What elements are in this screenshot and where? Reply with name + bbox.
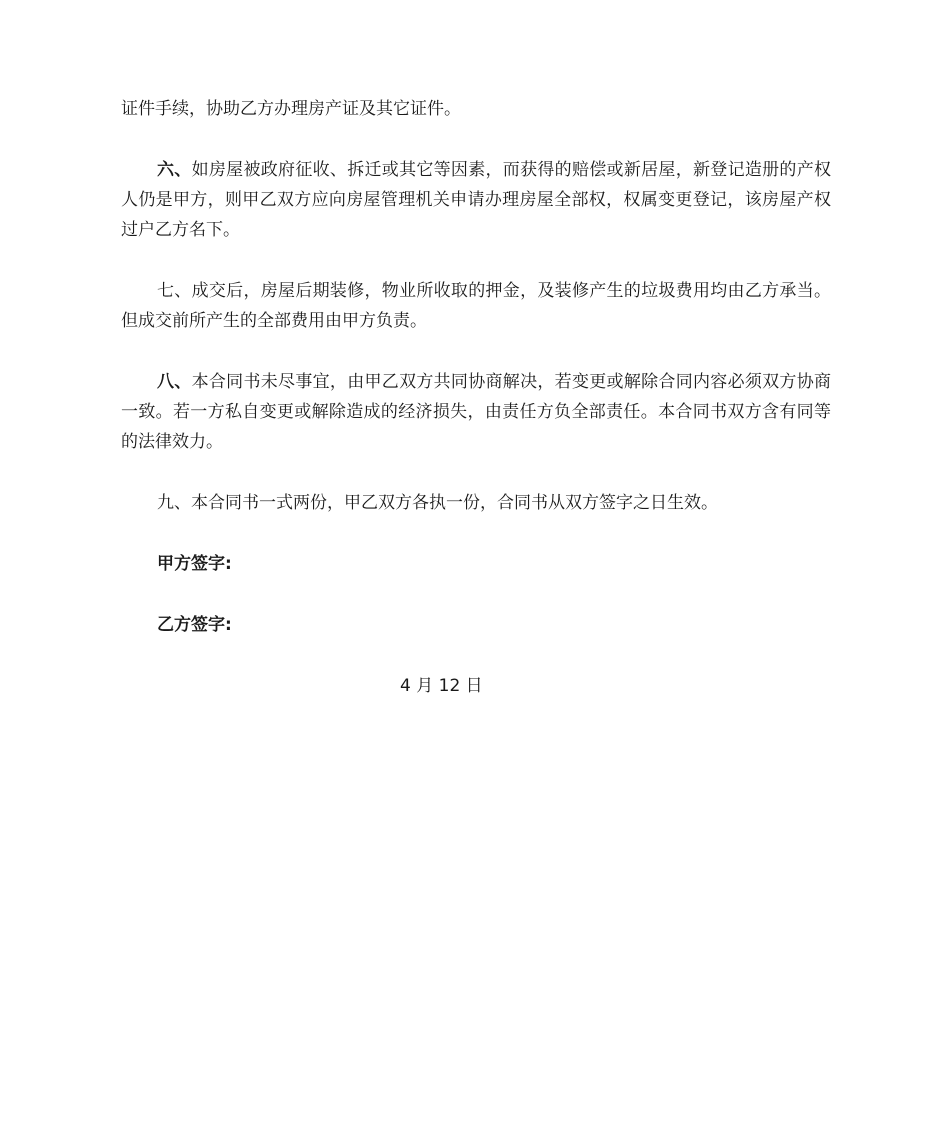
paragraph-clause-8 bbox=[121, 367, 831, 457]
paragraph-clause-7 bbox=[121, 276, 831, 336]
paragraph-text: 九、本合同书一式两份，甲乙双方各执一份，合同书从双方签字之日生效。 bbox=[157, 493, 718, 513]
paragraph-clause-6 bbox=[121, 155, 831, 245]
paragraph-text: 本合同书未尽事宜，由甲乙双方共同协商解决，若变更或解除合同内容必须双方协商一致。若一方私自变更或解除造成的经济损失，由责任方负全部责任。本合同书双方含有同等的法律效力。 bbox=[121, 372, 832, 452]
document-body bbox=[121, 94, 831, 701]
party-a-signature-label: 甲方签字: bbox=[157, 554, 232, 574]
paragraph-clause-9 bbox=[121, 488, 831, 518]
paragraph-text: 证件手续，协助乙方办理房产证及其它证件。 bbox=[121, 99, 461, 119]
contract-date: 4 月 12 日 bbox=[400, 676, 483, 696]
clause-number: 六、 bbox=[157, 160, 192, 180]
paragraph-text: 如房屋被政府征收、拆迁或其它等因素，而获得的赔偿或新居屋，新登记造册的产权人仍是甲方，则甲乙双方应向房屋管理机关申请办理房屋全部权，权属变更登记，该房屋产权过户乙方名下。 bbox=[121, 160, 832, 240]
paragraph-text: 七、成交后，房屋后期装修，物业所收取的押金，及装修产生的垃圾费用均由乙方承当。但成交前所产生的全部费用由甲方负责。 bbox=[121, 281, 831, 331]
paragraph-continued bbox=[121, 94, 831, 124]
party-b-signature-label: 乙方签字: bbox=[157, 615, 232, 635]
clause-number: 八、 bbox=[157, 372, 192, 392]
